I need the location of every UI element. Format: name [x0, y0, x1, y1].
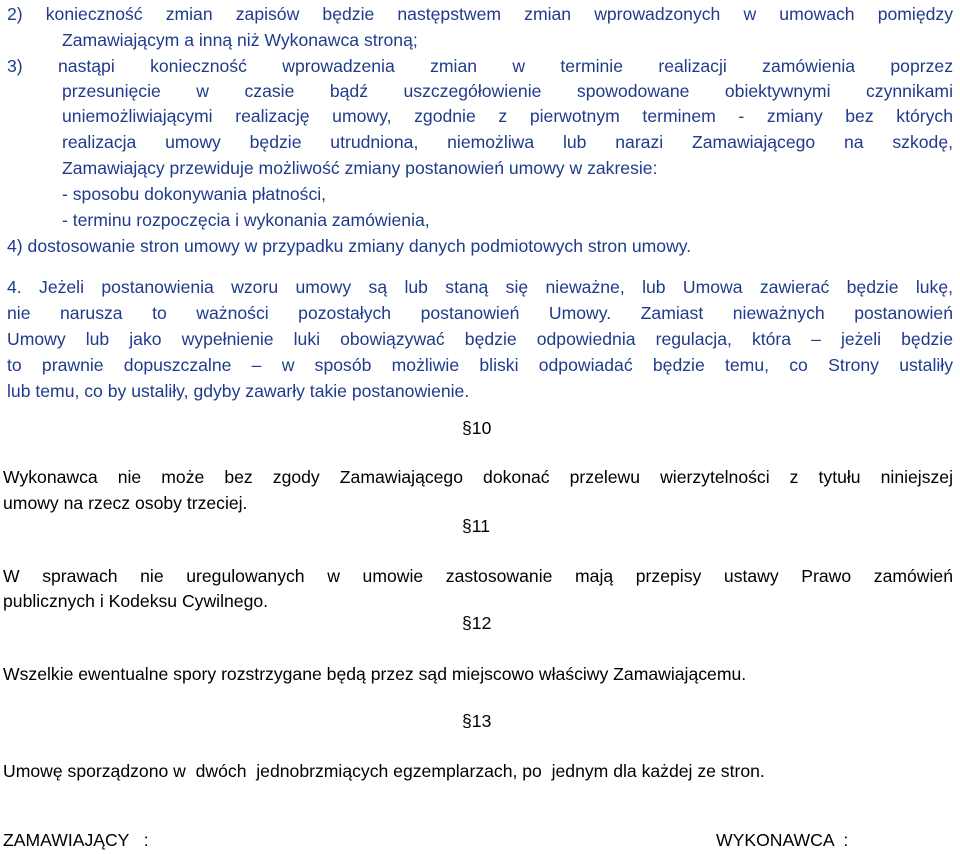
text-line: 4) dostosowanie stron umowy w przypadku zmiany danych podmiotowych stron umowy.	[7, 236, 692, 256]
section-number: 11	[471, 516, 491, 536]
text-line: uniemożliwiającymi realizację umowy, zgodnie z pierwotnym terminem - zmiany bez których	[62, 106, 953, 126]
section-number: 13	[471, 711, 492, 731]
text-line: umowy na rzecz osoby trzeciej.	[3, 493, 248, 513]
text-line: realizacja umowy będzie utrudniona, niemożliwa lub narazi Zamawiającego na szkodę,	[62, 132, 953, 152]
section-11-heading	[462, 514, 490, 538]
text-line: Wszelkie ewentualne spory rozstrzygane będą przez sąd miejscowo właściwy Zamawiającemu.	[3, 664, 747, 684]
text-line: - sposobu dokonywania płatności,	[62, 184, 327, 204]
signature-label-zamawiajacy: ZAMAWIAJĄCY :	[3, 830, 149, 850]
text-line: Zamawiającym a inną niż Wykonawca stroną;	[62, 30, 418, 50]
text-line: W sprawach nie uregulowanych w umowie zastosowanie mają przepisy ustawy Prawo zamówień	[3, 566, 953, 586]
section-10-heading	[462, 416, 491, 440]
text-line: 2) konieczność zmian zapisów będzie następstwem zmian wprowadzonych w umowach pomiędzy	[7, 4, 953, 24]
text-line: Zamawiający przewiduje możliwość zmiany postanowień umowy w zakresie:	[62, 158, 658, 178]
section-sign-icon: §	[462, 516, 472, 536]
section-number: 10	[471, 418, 492, 438]
text-line: - terminu rozpoczęcia i wykonania zamówienia,	[62, 210, 430, 230]
section-number: 12	[471, 613, 492, 633]
text-line: publicznych i Kodeksu Cywilnego.	[3, 591, 269, 611]
section-sign-icon: §	[462, 711, 472, 731]
section-sign-icon: §	[462, 418, 472, 438]
text-line: 4. Jeżeli postanowienia wzoru umowy są lub staną się nieważne, lub Umowa zawierać będzie lukę,	[7, 277, 953, 297]
text-line: Wykonawca nie może bez zgody Zamawiającego dokonać przelewu wierzytelności z tytułu niniejszej	[3, 467, 953, 487]
section-13-heading	[462, 709, 491, 733]
text-line: lub temu, co by ustaliły, gdyby zawarły takie postanowienie.	[7, 381, 470, 401]
section-12-heading	[462, 611, 491, 635]
text-line: nie narusza to ważności pozostałych postanowień Umowy. Zamiast nieważnych postanowień	[7, 303, 953, 323]
text-line: Umowę sporządzono w dwóch jednobrzmiących egzemplarzach, po jednym dla każdej ze stron.	[3, 761, 765, 781]
text-line: przesunięcie w czasie bądź uszczegółowienie spowodowane obiektywnymi czynnikami	[62, 81, 953, 101]
text-line: to prawnie dopuszczalne – w sposób możliwie bliski odpowiadać będzie temu, co Strony ustaliły	[7, 355, 953, 375]
section-sign-icon: §	[462, 613, 472, 633]
signature-label-wykonawca: WYKONAWCA :	[716, 830, 849, 850]
text-line: Umowy lub jako wypełnienie luki obowiązywać będzie odpowiednia regulacja, która – jeżeli będzie	[7, 329, 953, 349]
text-line: 3) nastąpi konieczność wprowadzenia zmian w terminie realizacji zamówienia poprzez	[7, 56, 953, 76]
